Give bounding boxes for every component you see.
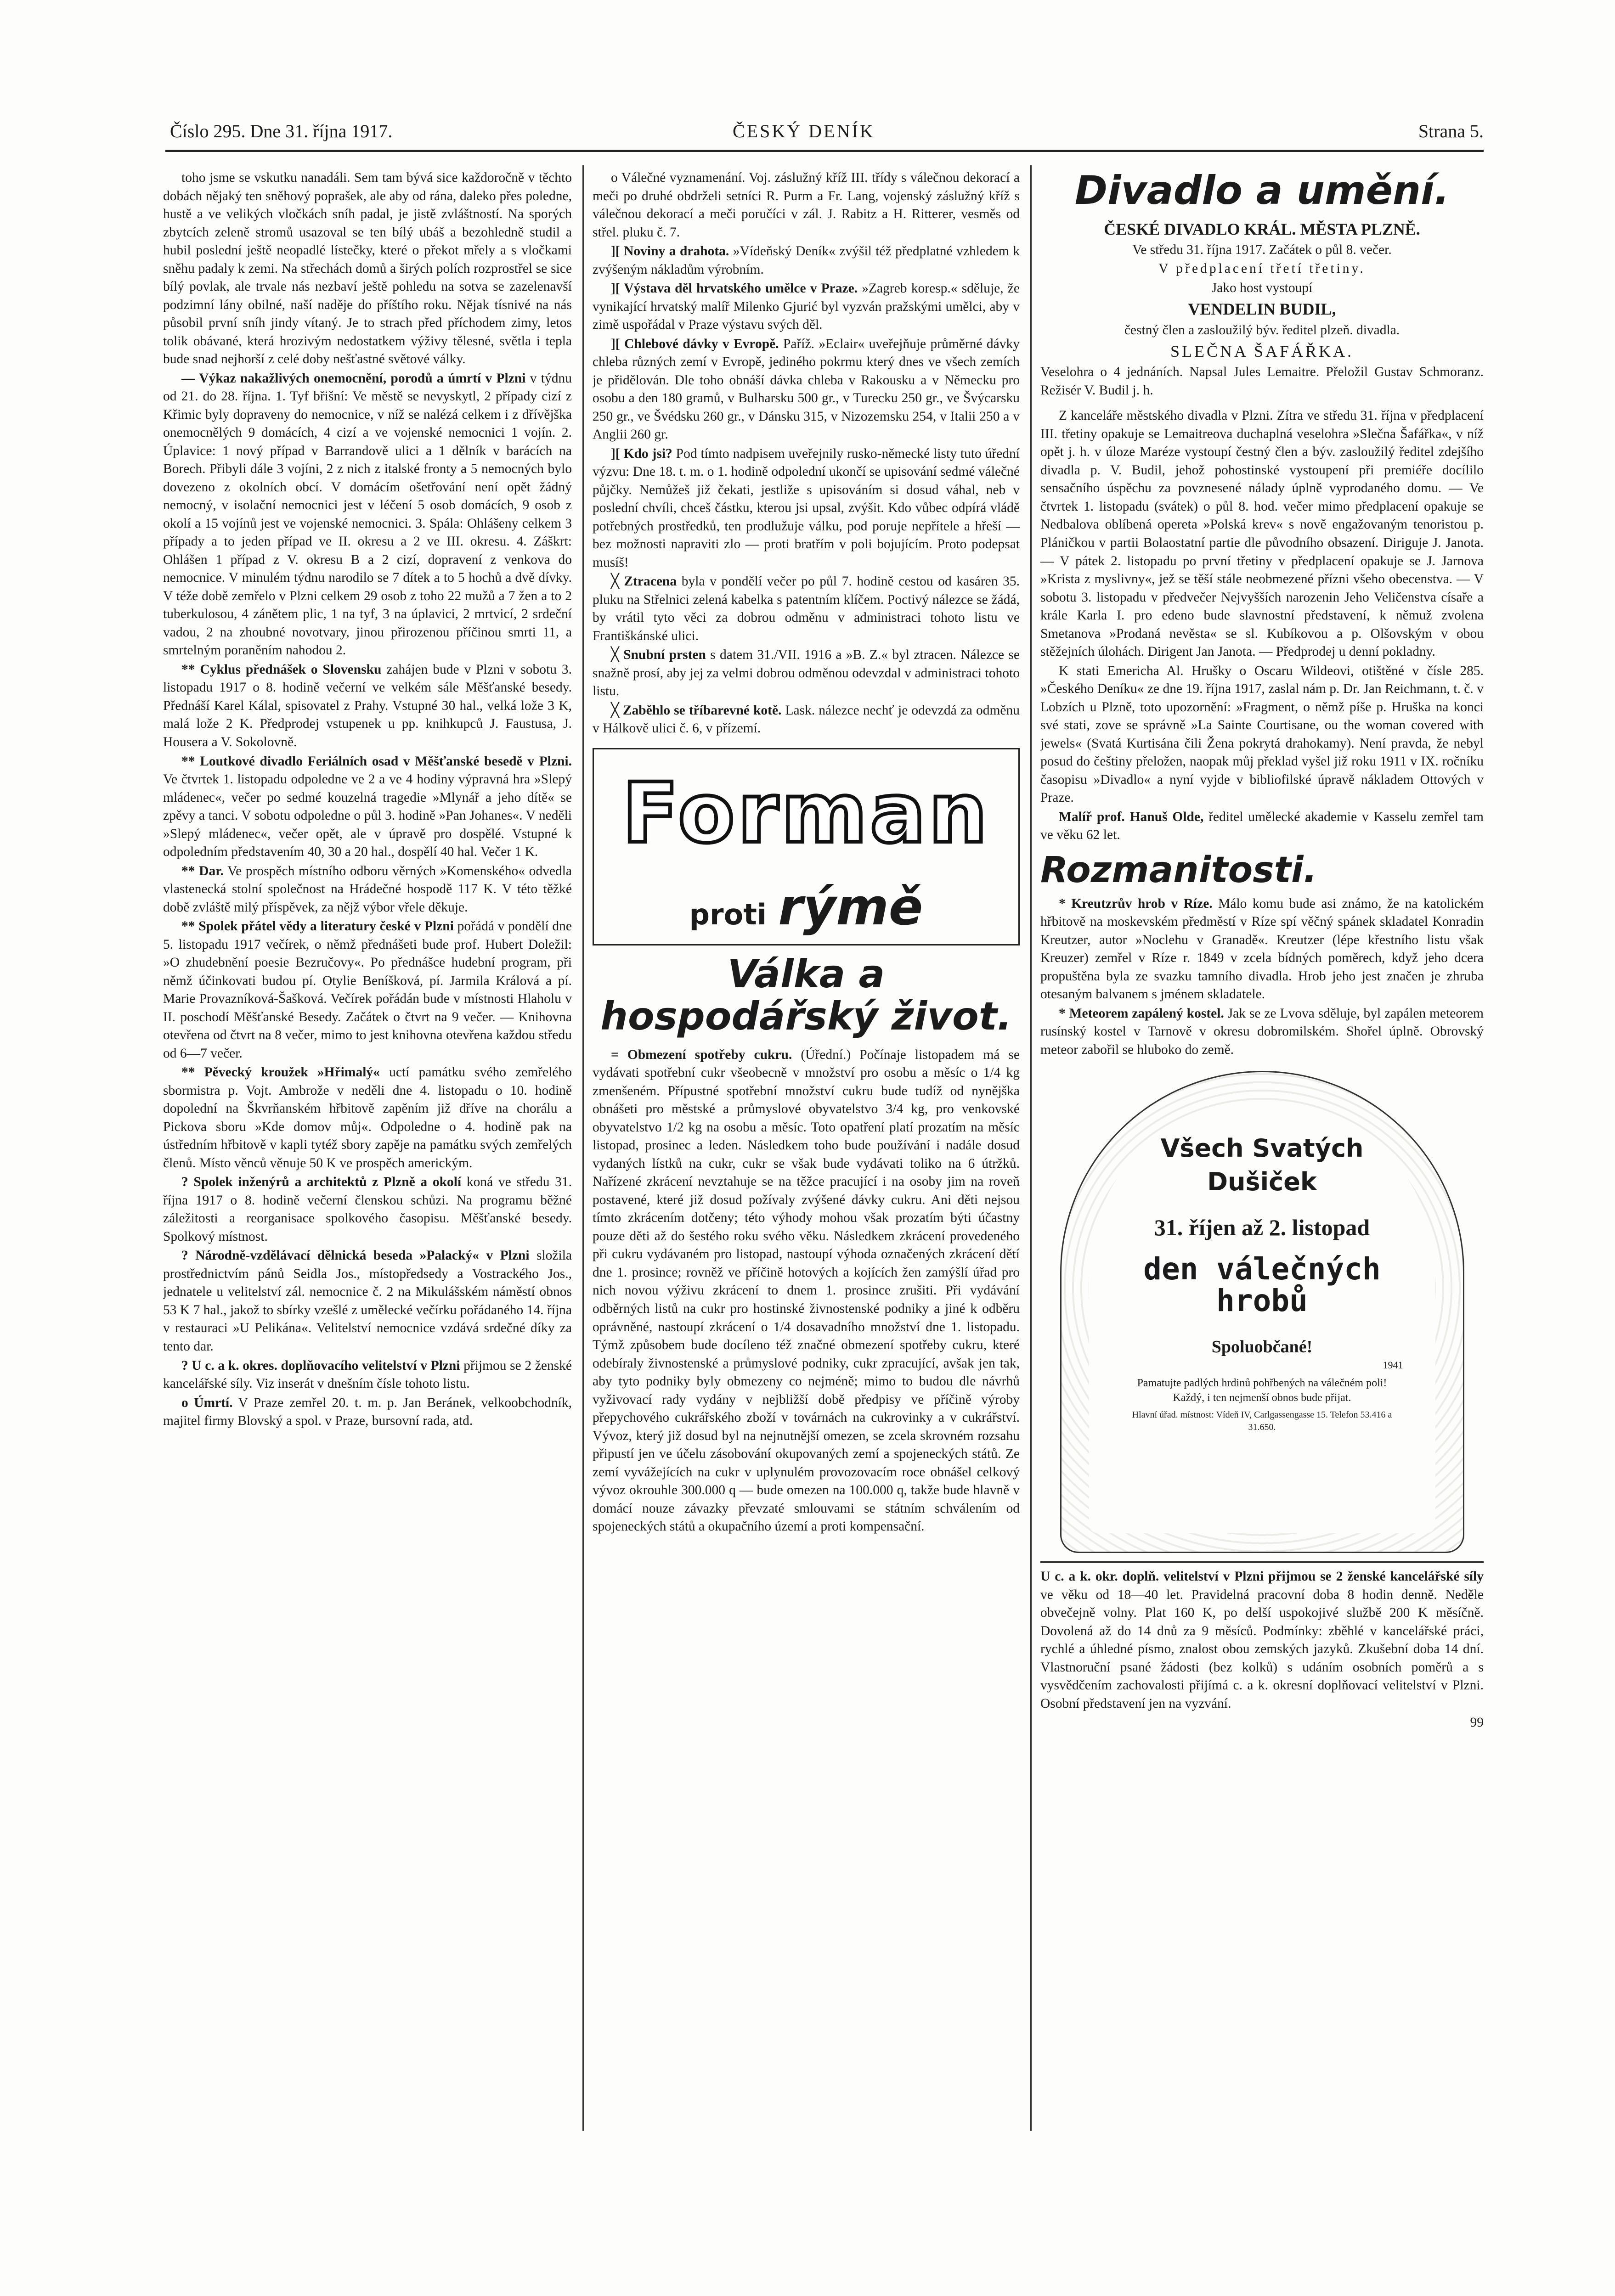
article-paragraph	[163, 1247, 572, 1356]
section-heading-miscellany: Rozmanitosti.	[1040, 849, 1317, 891]
article-heading: — Výkaz nakažlivých onemocnění, porodů a úmrtí v Plzni	[181, 371, 526, 386]
article-text: uctí památku svého zemřelého sbormistra p. Vojt. Ambrože v neděli dne 4. listopadu o 10. hodině dopolední na Škvrňanském hřbitově zapěním již dříve na chorálu a Pickova sboru »Kde domov můj«. Odpoledne o 4. hodině pak na ústředním hřbitově v kapli tytéž sbory zapěje na památku svých zemřelých členů. Místo věnců věnuje 50 K ve prospěch americkým.	[163, 1065, 572, 1171]
ad-office: Hlavní úřad. místnost: Vídeň IV, Carlgassengasse 15. Telefon 53.416 a 31.650.	[1132, 1410, 1392, 1432]
ad-line-war-graves-day: den válečných hrobů	[1143, 1251, 1381, 1319]
article-heading: ** Spolek přátel vědy a literatury české v Plzni	[181, 919, 454, 934]
article-heading: ? Spolek inženýrů a architektů z Plzně a okolí	[181, 1175, 462, 1190]
article-text: koná ve středu 31. října 1917 o 8. hodině večerní členskou schůzi. Na programu běžné záležitosti a reorganisace spolkového časopisu. Měšťanské besedy. Spolkový místnost.	[163, 1175, 572, 1244]
article-heading: ][ Kdo jsi?	[611, 446, 672, 461]
article-paragraph	[1040, 407, 1484, 661]
ad-line-souls: Dušiček	[1207, 1167, 1317, 1196]
theatre-guest-intro: Jako host vystoupí	[1211, 280, 1313, 295]
article-paragraph	[593, 335, 1020, 444]
article-heading: = Obmezení spotřeby cukru.	[611, 1047, 792, 1062]
article-text: o Válečné vyznamenání. Voj. záslužný kříž III. třídy s válečnou dekorací a meči po druhé obdrželi setníci R. Purm a Fr. Lang, vojenský záslužný kříž s válečnou dekorací a meči poručíci v zál. J. Rabitz a H. Ritterer, vesměs od střel. pluku č. 7.	[593, 170, 1020, 240]
column-divider-1	[582, 165, 584, 2131]
ad-line-citizens: Spoluobčané!	[1211, 1337, 1313, 1356]
article-text: byla v pondělí večer po půl 7. hodině cestou od kasáren 35. pluku na Střelnici zelená kabelka s patentním klíčem. Poctivý nálezce se žádá, by vrátil tyto věci za dobrou odměnu v administraci tohoto listu ve Františkánské ulici.	[593, 574, 1020, 643]
article-paragraph	[593, 573, 1020, 645]
article-paragraph	[1040, 1005, 1484, 1059]
notice-code: 99	[1470, 1715, 1484, 1730]
article-list	[163, 169, 572, 1430]
article-heading: ** Cyklus přednášek o Slovensku	[181, 662, 382, 677]
article-paragraph	[593, 280, 1020, 334]
article-heading: ][ Noviny a drahota.	[611, 244, 729, 259]
article-text: složila prostřednictvím pánů Seidla Jos., místopředsedy a Vostrackého Jos., jednatele u velitelství zál. nemocnice č. 2 na Mikulášském náměstí obnos 53 K 7 hal., jakož to sbírky vzešlé z umělecké večírku pořádaného 14. října v restauraci »U Pelikána«. Velitelství nemocnice vzdává srdečné díky za tento dar.	[163, 1248, 572, 1354]
notice-text: ve věku od 18—40 let. Pravidelná pracovní doba 8 hodin denně. Neděle obvečejně volny. Plat 160 K, po delší uspokojivé službě 200 K měsíčně. Dovolená až do 14 dnů za 9 měsíců. Podmínky: zběhlé v kancelářské práci, rychlé a úhledné písmo, znalost obou zemských jazyků. Zkušební doba 14 dní. Vlastnoruční psané žádosti (bez kolků) s udáním osobních poměrů a s vysvědčením zachovalosti přijímá c. a k. okresní doplňovací velitelství v Plzni. Osobní představení jen na vyzvání.	[1040, 1587, 1484, 1711]
article-text: »Zagreb koresp.« sděluje, že vynikající hrvatský malíř Milenko Gjurić byl vyzván pražskými umělci, aby v zimě uspořádal v Praze výstavu svých děl.	[593, 281, 1020, 332]
article-paragraph	[163, 917, 572, 1063]
theatre-program	[1040, 218, 1484, 400]
page-header	[170, 120, 1484, 148]
article-heading: ╳ Ztracena	[611, 574, 677, 589]
forman-brand: Forman	[622, 765, 990, 861]
article-paragraph	[163, 753, 572, 861]
theatre-play-title: SLEČNA ŠAFÁŘKA.	[1170, 342, 1354, 361]
article-text: Pod tímto nadpisem uveřejnily rusko-německé listy tuto úřední výzvu: Dne 18. t. m. o 1. hodině odpolední ukončí se upisování sedmé válečné půjčky. Nemůžeš již čekati, jestliže s upisováním si dosud váhal, neb v poslední chvíli, chceš částku, kterou jsi upsal, zvýšit. Kdo vůbec odpírá vládě potřebných prostředků, ten prodlužuje válku, pod poruje nepřítele a hřeší — bez možnosti napraviti zlo — proti bratřím v poli bojujícím. Proto podepsat musíš!	[593, 446, 1020, 570]
article-heading: ╳ Zaběhlo se tříbarevné kotě.	[611, 703, 782, 718]
article-heading: ][ Chlebové dávky v Evropě.	[611, 336, 779, 351]
article-text: Lask. nálezce nechť je odevzdá za odměnu v Hálkově ulici č. 6, v přízemí.	[593, 703, 1020, 736]
article-list	[1040, 407, 1484, 844]
article-text: K stati Emericha Al. Hrušky o Oscaru Wildeovi, otištěné v čísle 285. »Českého Deníku« ze dne 19. října 1917, zaslal nám p. Dr. Jan Reichmann, t. č. v Lobzích u Plzně, toto upozornění: »Fragment, o němž píše p. Hruška na konci své stati, zove se správně »La Sainte Courtisane, ou the woman covered with jewels« (Svatá Kurtisána čili Žena pokrytá drahokamy). Není pravda, že nebyl posud do češtiny přeložen, naopak můj překlad vyšel již roku 1911 v IX. ročníku časopisu »Divadlo« a nyní vyjde v bibliofilské úpravě nákladem Ottových v Praze.	[1040, 663, 1484, 805]
article-paragraph	[163, 1394, 572, 1430]
theatre-guest-name: VENDELIN BUDIL,	[1188, 300, 1336, 319]
article-heading: ? Národně-vzdělávací dělnická beseda »Palacký« v Plzni	[181, 1248, 530, 1263]
article-text: Ve čtvrtek 1. listopadu odpoledne ve 2 a ve 4 hodiny výpravná hra »Slepý mládenec«, večer po sedmé kouzelná tragedie »Mlynář a jeho dítě« se zpěvy a tanci. V sobotu odpoledne o půl 3. hodině »Pan Johanes«. V neděli »Slepý mládenec«, večer opět, ale v úpravě pro dospělé. Vstupné k odpoledním představením 40, 30 a 20 hal., dospělí 40 hal. Večer 1 K.	[163, 772, 572, 860]
article-heading: ╳ Snubní prsten	[611, 647, 706, 663]
article-heading: ][ Výstava děl hrvatského umělce v Praze.	[611, 281, 858, 296]
column-culture	[1040, 169, 1484, 2130]
article-text: Paříž. »Eclair« uveřejňuje průměrné dávky chleba různých zemí v Evropě, jediného pokrmu který dnes ve všech zemích je přidělován. Dle toho obnáší dávka chleba v Rakousku a v Německu pro osobu a den 180 gramů, v Bulharsku 500 gr., v Turecku 250 gr., ve Švýcarsku 250 gr., ve Švédsku 260 gr., v Dánsku 315, v Nizozemsku 254, v Italii 250 a v Anglii 260 gr.	[593, 336, 1020, 442]
article-heading: o Úmrtí.	[181, 1395, 233, 1410]
article-paragraph	[1040, 662, 1484, 807]
header-rule	[165, 150, 1484, 152]
article-paragraph	[163, 1357, 572, 1393]
article-text: V Praze zemřel 20. t. m. p. Jan Beránek, velkoobchodník, majitel firmy Blovský a spol. v Praze, bursovní rada, atd.	[163, 1395, 572, 1429]
article-paragraph	[163, 1064, 572, 1172]
article-heading: ** Loutkové divadlo Feriálních osad v Měšťanské besedě v Plzni.	[181, 754, 572, 769]
article-text: v týdnu od 21. do 28. října. 1. Tyf břišní: Ve městě se nevyskytl, 2 případy cizí z Křimic byly dopraveny do nemocnice, v níž se nalézá celkem i z dřívějška onemocnělých 9 domácích, 4 cizí a ve vojenské nemocnici 1 vojín. 2. Úplavice: 1 nový případ v Barrandově ulici a 1 dělník v barácích na Borech. Přibyli dále 3 vojíni, 2 z nich z italské fronty a 5 nemocných bylo dovezeno z okolních obcí. V domácím ošetřování není opět žádný nemocný, v isolační nemocnici jest v léčení 5 osob domácích, 9 osob z okolí a 15 vojínů jest ve vojenské nemocnici. 3. Spála: Ohlášeny celkem 3 případy a to jeden případ ve II. okresu a 2 ve III. okresu. 4. Záškrt: Ohlášen 1 případ z V. okresu B a 2 cizí, dopravení z venkova do nemocnice. V minulém týdnu narodilo se 7 dítek a to 5 hochů a dvě dívky. V téže době zemřelo v Plzni celkem 29 osob z toho 22 mužů a 7 žen a to 2 tuberkulosou, 4 zánětem plic, 1 na tyf, 3 na úplavici, 2 mrtvicí, 2 srdeční vadou, 2 na zhoubné novotvary, jinou přirozenou příčinou smrti 11, a smrtelným poraněním nahodou 2.	[163, 371, 572, 658]
article-paragraph	[1040, 808, 1484, 844]
article-paragraph	[163, 661, 572, 752]
article-heading: ? U c. a k. okres. doplňovacího velitelství v Plzni	[181, 1358, 460, 1373]
article-text: ředitel umělecké akademie v Kasselu zemřel tam ve věku 62 let.	[1040, 809, 1484, 843]
page-number: Strana 5.	[1418, 121, 1484, 141]
ad-line-dates: 31. říjen až 2. listopad	[1154, 1214, 1370, 1240]
theatre-subscription: V předplacení třetí třetiny.	[1158, 261, 1366, 276]
issue-date: Číslo 295. Dne 31. října 1917.	[170, 121, 393, 141]
article-paragraph	[593, 646, 1020, 701]
article-text: zahájen bude v Plzni v sobotu 3. listopadu 1917 o 8. hodině večerní ve velkém sále Měšťanské besedy. Přednáší Karel Kálal, spisovatel z Prahy. Vstupné 30 hal., velká lože 3 K, malá lože 2 K. Předprodej vstupenek u pp. knihkupců J. Faustusa, J. Housera a V. Sokolovně.	[163, 662, 572, 749]
article-text: přijmou se 2 ženské kancelářské síly. Viz inserát v dnešním čísle tohoto listu.	[163, 1358, 572, 1391]
article-text: Ve prospěch místního odboru věrných »Komenského« odvedla vlastenecká stolní společnost na Hrádečné hospodě 117 K. V této těžké době zvláště milý příspěvek, za nějž výbor vřele děkuje.	[163, 863, 572, 915]
article-list	[593, 169, 1020, 738]
article-paragraph	[593, 1046, 1020, 1536]
article-text: Jak se ze Lvova sděluje, byl zapálen meteorem rusínský kostel v Tarnově v okresu dobromilském. Shořel úplně. Obrovský meteor zabořil se hluboko do země.	[1040, 1006, 1484, 1057]
article-paragraph	[593, 445, 1020, 572]
article-text: »Vídeňský Deník« zvýšil též předplatné vzhledem k zvýšeným nákladům výrobním.	[593, 244, 1020, 277]
article-paragraph	[1040, 895, 1484, 1004]
article-list	[593, 1046, 1020, 1536]
forman-advertisement	[593, 748, 1020, 945]
article-paragraph	[163, 169, 572, 369]
article-text: s datem 31./VII. 1916 a »B. Z.« byl ztracen. Nálezce se snažně prosí, aby jej za velmi dobrou odměnou odevzdal v administraci tohoto listu.	[593, 647, 1020, 699]
column-local-news	[163, 169, 572, 2130]
forman-slogan: proti rýmě	[689, 877, 923, 936]
ad-line-all-saints: Všech Svatých	[1160, 1134, 1364, 1163]
article-paragraph	[593, 702, 1020, 738]
section-heading-economy: Válka a hospodářský život.	[600, 951, 1012, 1039]
article-heading: * Meteorem zapálený kostel.	[1059, 1006, 1224, 1021]
notice-lead: U c. a k. okr. doplň. velitelství v Plzni přijmou se 2 ženské kancelářské síly	[1040, 1569, 1484, 1584]
theatre-house: ČESKÉ DIVADLO KRÁL. MĚSTA PLZNĚ.	[1104, 219, 1420, 238]
column-divider-2	[1030, 165, 1032, 2131]
article-text: (Úřední.) Počínaje listopadem má se vydávati spotřební cukr všeobecně v množství pro osobu a měsíc o 1/4 kg zmenšeném. Přípustné spotřební množství cukru bude tudíž od nynějška obnášeti pro městské a průmyslové obyvatelstvo 3/4 kg, pro venkovské obyvatelstvo 1/2 kg na osobu a měsíc. Toto opatření platí prozatím na měsíc listopad, prosinec a leden. Následkem toho bude používání i nadále dosud vydaných lístků na cukr, cukr se však bude vydávati toliko na 6 útržků. Nařízené zkrácení nevztahuje se na těžce pracující i na osoby jim na roveň postavené, které již dosud požívaly zvýšené dávky cukru. Ani děti nejsou tímto zkrácením dotčeny; této výhody mohou však prozatím býti účastny pouze děti až do šestého roku svého věku. Následkem zkrácení provedeného při cukru vydávaném pro listopad, nastoupí výhoda označených zkrácení dětí dne 1. prosince; rovněž ve příčině hotových a kojících žen zamýšlí úřad pro nich novou výživu zkrácení to dnem 1. prosince zrušiti. Při vydávání odběrných listů na cukr pro hostinské živnostenské podniky a jiné k odběru oprávněné, nastoupí zkrácení o 1/4 dosavadního množství dne 1. listopadu. Týmž způsobem bude docíleno též značné obmezení spotřeby cukru, které odebíraly živnostenské a průmyslové podniky, cukr zpracující, avšak jen tak, aby tyto podniky byly obmezeny co nejméně; mimo to budou dle návrhů vyživovací rady vydány v nejbližší době předpisy ve příčině výroby přepychového cukrářského zboží v továrnách na cukrovinky a v cukrářství. Vývoz, který již dosud byl na nejnutnější omezen, se zcela skrovném rozsahu připustí jen ve účelu zásobování okupovaných zemí a spojeneckých států. Ze zemí vyvážejících na cukr v uplynulém provozovacím roce obnášel celkový vývoz okrouhle 300.000 q — bude omezen na 100.000 q, takže bude hlavně v domácí nouze závazky převzaté smlouvami se státním schválením od spojeneckých států a okupačního území a proti kompensační.	[593, 1047, 1020, 1534]
column-notices	[593, 169, 1020, 2130]
newspaper-title: ČESKÝ DENÍK	[733, 121, 875, 141]
theatre-date: Ve středu 31. října 1917. Začátek o půl 8. večer.	[1132, 242, 1392, 257]
theatre-guest-desc: čestný člen a zasloužilý býv. ředitel plzeň. divadla.	[1124, 322, 1400, 338]
article-list	[1040, 895, 1484, 1059]
article-text: pořádá v pondělí dne 5. listopadu 1917 večírek, o němž přednášeti bude prof. Hubert Doležil: »O zhudebnění poesie Bezručovy«. Po přednášce hudební program, při němž účinkovati budou pí. Otylie Beníšková, pí. Jarmila Králová a pí. Marie Provazníková-Šašková. Večírek pořádán bude v místnosti Hlaholu v II. poschodí Měšťanské Besedy. Začátek o čtvrt na 9 večer. — Knihovna otevřena od čtvrt na 8 večer, mimo to jest knihovna otevřena každou středu od 6—7 večer.	[163, 919, 572, 1061]
article-text: Z kanceláře městského divadla v Plzni. Zítra ve středu 31. října v předplacení III. třetiny opakuje se Lemaitreova duchaplná veselohra »Slečna Šafářka«, v níž opět j. h. v úloze Maréze vystoupí čestný člen a býv. zasloužilý ředitel zdejšího divadla p. V. Budil, jehož pohostinské vystoupení při premiéře docílilo sensačního úspěchu za povznesené nálady úplně vyprodaného domu. — Ve čtvrtek 1. listopadu (svátek) o půl 8. hod. večer mimo předplacení opakuje se Nedbalova oblíbená opereta »Polská krev« s nově engažovaným tenoristou p. Pláničkou v partii Bolaostatní partie dle původního obsazení. Diriguje J. Janota. — V pátek 2. listopadu po první třetiny v předplacení opakuje se J. Jarnova »Krista z myslivny«, jež se těší stále neobmezené přízni všeho obecenstva. — V sobotu 3. listopadu v předvečer Nejvyšších narozenin Jeho Veličenstva císaře a krále Karla I. pro edeno bude slavnostní představení, k němuž zvolena Smetanova »Prodaná nevěsta« se sl. Kubíkovou a p. Olšovským v obou stěžejních úlohách. Dirigent Jan Janota. — Předprodej u denní pokladny.	[1040, 408, 1484, 659]
article-paragraph	[593, 242, 1020, 279]
article-paragraph	[163, 862, 572, 917]
article-heading: Malíř prof. Hanuš Olde,	[1059, 809, 1204, 824]
ad-year: 1941	[1383, 1359, 1403, 1371]
article-heading: ** Pěvecký kroužek »Hřimalý«	[181, 1065, 380, 1080]
ad-small-print: Pamatujte padlých hrdinů pohřbených na válečném poli! Každý, i ten nejmenší obnos bude přijat.	[1137, 1377, 1387, 1404]
section-heading-theatre: Divadlo a umění.	[1074, 169, 1450, 214]
war-graves-day-advertisement	[1060, 1071, 1464, 1553]
article-paragraph	[163, 1173, 572, 1246]
article-text: Málo komu bude asi známo, že na katolickém hřbitově na moskevském předměstí v Ríze spí věčný spánek skladatel Konradin Kreutzer, autor »Noclehu v Granadě«. Kreutzer (lépe křestního listu však Kreuzer) zemřel v Ríze r. 1849 v zcela bídných poměrech, když jeho dcera propuštěna byla ze svazku tamního divadla. Hrob jeho jest značen je zhruba otesaným balvanem s jménem skladatele.	[1040, 896, 1484, 1002]
article-paragraph	[163, 370, 572, 660]
recruitment-notice	[1040, 1561, 1484, 1732]
article-paragraph	[593, 169, 1020, 242]
article-heading: * Kreutzrův hrob v Ríze.	[1059, 896, 1213, 911]
theatre-play-desc: Veselohra o 4 jednáních. Napsal Jules Lemaitre. Přeložil Gustav Schmoranz. Režisér V. Budil j. h.	[1040, 365, 1484, 398]
article-text: toho jsme se vskutku nanadáli. Sem tam bývá sice každoročně v těchto dobách nějaký ten sněhový poprašek, ale aby od rána, daleko přes poledne, hustě a ve velikých vločkách sníh padal, je jistě zvláštností. Na sporých zbytcích zeleně stromů usazoval se ten bílý ubáš a bezohledně studil a hubil poslední ještě neopadlé lístečky, které o překot mřely a s vločkami sněhu padaly k zemi. Na střechách domů a širých polích rozprostřel se sice bílý povlak, ale trvale nás nezbaví ještě pohledu na sotva se zazelenavší podzimní lány obilné, naší naděje do příštího roku. Nějak tísnivé na nás působil první sníh jindy vítaný. Je to strach před příchodem zimy, letos tolik obávané, která hrozivým nedostatkem výživy tělesné, světla i tepla bude snad nejhorší z celé doby nešťastné světové války.	[163, 170, 572, 367]
article-heading: ** Dar.	[181, 863, 224, 878]
